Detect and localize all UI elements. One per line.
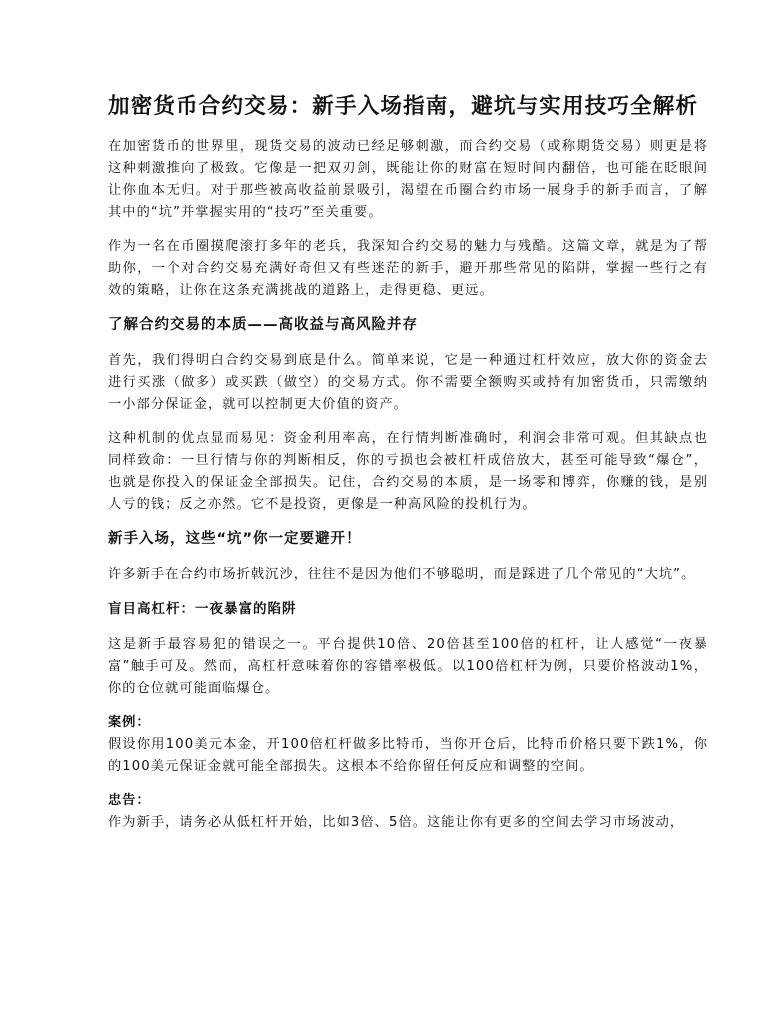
article-title: 加密货币合约交易：新手入场指南，避坑与实用技巧全解析 [108, 94, 699, 119]
section1-paragraph-1: 首先，我们得明白合约交易到底是什么。简单来说，它是一种通过杠杆效应，放大你的资金去进行买涨（做多）或买跌（做空）的交易方式。你不需要全额购买或持有加密货币，只需缴纳一小部分保证金，就可以控制更大价值的资产。 [108, 353, 708, 412]
subsection-heading-high-leverage: 盲目高杠杆：一夜暴富的陷阱 [108, 601, 297, 617]
advice-label: 忠告： [108, 793, 151, 808]
intro-paragraph-2: 作为一名在币圈摸爬滚打多年的老兵，我深知合约交易的魅力与残酷。这篇文章，就是为了帮助你，一个对合约交易充满好奇但又有些迷茫的新手，避开那些常见的陷阱，掌握一些行之有效的策略，让你在这条充满挑战的道路上，走得更稳、更远。 [108, 239, 708, 298]
intro-paragraph-1: 在加密货币的世界里，现货交易的波动已经足够刺激，而合约交易（或称期货交易）则更是将这种刺激推向了极致。它像是一把双刃剑，既能让你的财富在短时间内翻倍，也可能在眨眼间让你血本无归。对于那些被高收益前景吸引，渴望在币圈合约市场一展身手的新手而言，了解其中的“坑”并掌握实用的“技巧”至关重要。 [108, 139, 708, 220]
subsection1-paragraph-1: 这是新手最容易犯的错误之一。平台提供10倍、20倍甚至100倍的杠杆，让人感觉“一夜暴富”触手可及。然而，高杠杆意味着你的容错率极低。以100倍杠杆为例，只要价格波动1%，你的仓位就可能面临爆仓。 [108, 637, 708, 696]
section1-paragraph-2: 这种机制的优点显而易见：资金利用率高，在行情判断准确时，利润会非常可观。但其缺点也同样致命：一旦行情与你的判断相反，你的亏损也会被杠杆成倍放大，甚至可能导致“爆仓”，也就是你投入的保证金全部损失。记住，合约交易的本质，是一场零和博弈，你赚的钱，是别人亏的钱；反之亦然。它不是投资，更像是一种高风险的投机行为。 [108, 431, 708, 512]
case-text: 假设你用100美元本金，开100倍杠杆做多比特币，当你开仓后，比特币价格只要下跌1%，你的100美元保证金就可能全部损失。这根本不给你留任何反应和调整的空间。 [108, 737, 708, 774]
case-label: 案例： [108, 715, 151, 730]
advice-text: 作为新手，请务必从低杠杆开始，比如3倍、5倍。这能让你有更多的空间去学习市场波动， [108, 815, 685, 830]
section2-paragraph-1: 许多新手在合约市场折戟沉沙，往往不是因为他们不够聪明，而是踩进了几个常见的“大坑”。 [108, 567, 696, 582]
section-heading-contract-nature: 了解合约交易的本质——高收益与高风险并存 [108, 317, 418, 333]
section-heading-pitfalls: 新手入场，这些“坑”你一定要避开！ [108, 531, 362, 547]
